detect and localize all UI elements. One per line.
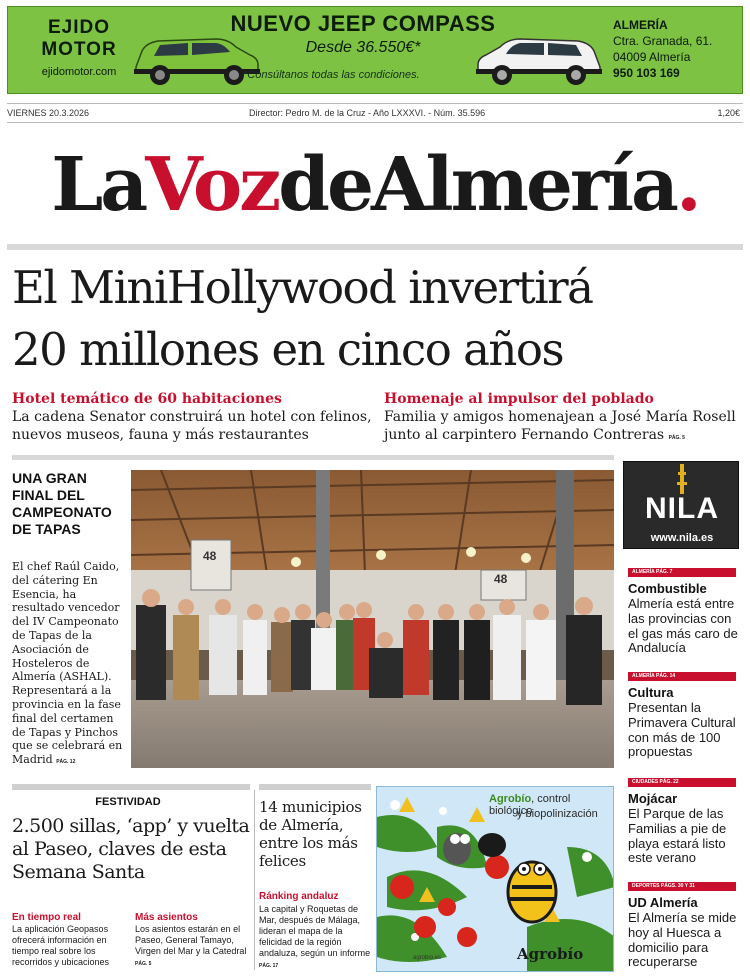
masthead-voz: Voz [145, 142, 279, 228]
bottom-kicker: En tiempo real [12, 912, 81, 923]
bottom-story-tiempo-real[interactable] [12, 912, 130, 968]
bottom-story-asientos[interactable] [135, 912, 250, 970]
masthead-dot: . [676, 142, 699, 228]
masthead-de: de [278, 142, 372, 228]
nila-logo: NILA [645, 492, 719, 525]
side-text: Presentan la Primavera Cultural con más de 100 propuestas [628, 700, 736, 760]
dealer-address-line2: 04009 Almería [613, 50, 691, 64]
festividad-label: FESTIVIDAD [95, 796, 161, 808]
jeep-advert[interactable] [7, 6, 743, 94]
side-text: El Almería se mide hoy al Huesca a domicilio para recuperarse [628, 910, 737, 970]
dealer-logo [24, 17, 134, 78]
column-divider [254, 790, 255, 970]
nila-web: www.nila.es [650, 532, 714, 544]
bottom-text-body: Los asientos estarán en el Paseo, General Tamayo, Virgen del Mar y la Catedral [135, 924, 247, 956]
dealer-web: ejidomotor.com [41, 66, 117, 78]
side-title: UD Almería [628, 895, 698, 910]
agrobio-logo: Agrobío [517, 945, 584, 963]
side-story-combustible[interactable] [628, 568, 740, 656]
subhead-hotel[interactable] [12, 390, 374, 444]
main-headline[interactable] [12, 257, 740, 381]
agrobio-advert[interactable] [376, 786, 614, 972]
side-tag: ALMERÍA PÁG. 14 [628, 672, 736, 681]
page-ref: PÁG. 5 [668, 435, 685, 441]
stall-label: 48 [494, 572, 508, 586]
page-ref: PÁG. 12 [56, 759, 76, 766]
page-ref: PÁG. 17 [259, 963, 279, 969]
main-headline-line2: 20 millones en cinco años [12, 323, 564, 376]
dealer-phone: 950 103 169 [613, 66, 680, 80]
subhead-kicker: Hotel temático de 60 habitaciones [12, 391, 282, 407]
municipios-headline[interactable]: 14 municipios de Almería, entre los más felices [259, 798, 362, 870]
stall-label: 48 [203, 549, 217, 563]
nila-advert[interactable] [623, 461, 739, 549]
subhead-kicker: Homenaje al impulsor del poblado [384, 391, 654, 407]
side-tag: ALMERÍA PÁG. 7 [628, 568, 736, 577]
side-tag: DEPORTES PÁGS. 30 Y 31 [628, 882, 736, 891]
ad-note: *Consúltanos todas las condiciones. [243, 69, 420, 81]
issue-price: 1,20€ [717, 108, 740, 118]
side-text: El Parque de las Familias a pie de playa estará listo este verano [628, 806, 727, 866]
tapas-body [12, 560, 127, 770]
side-title: Combustible [628, 581, 707, 596]
subhead-homenaje[interactable] [384, 390, 746, 447]
dealer-name-line1: EJIDO [47, 17, 111, 38]
issue-director: Director: Pedro M. de la Cruz - Año LXXXVI. - Núm. 35.596 [249, 108, 486, 118]
issue-date: VIERNES 20.3.2026 [7, 108, 90, 118]
section-divider [12, 784, 250, 790]
tapas-photo[interactable] [131, 470, 614, 768]
subhead-text [384, 408, 746, 447]
masthead-title [0, 130, 750, 240]
dealer-address-line1: Ctra. Granada, 61. [613, 34, 713, 48]
side-text: Almería está entre las provincias con el gas más caro de Andalucía [628, 596, 738, 656]
side-title: Mojácar [628, 791, 678, 806]
car-icon [473, 25, 608, 89]
page-ref: PÁG. 5 [135, 961, 152, 967]
municipios-text-body: La capital y Roquetas de Mar, después de Málaga, lideran el mapa de la felicidad de la región andaluza, según un informe [259, 904, 371, 958]
bottom-kicker: Más asientos [135, 912, 198, 923]
side-tag: CIUDADES PÁG. 22 [628, 778, 736, 787]
ad-headline: NUEVO JEEP COMPASS [230, 11, 496, 36]
side-title: Cultura [628, 685, 674, 700]
ad-price: Desde 36.550€* [305, 39, 421, 56]
dealer-name-line2: MOTOR [41, 39, 117, 60]
semana-santa-headline[interactable]: 2.500 sillas, ‘app’ y vuelta al Paseo, claves de esta Semana Santa [12, 815, 250, 883]
municipios-text [259, 904, 371, 972]
tower-icon [672, 464, 692, 494]
dealer-address [613, 17, 738, 81]
masthead[interactable] [0, 130, 750, 240]
side-story-ud-almeria[interactable] [628, 882, 740, 970]
agrobio-brand-rest: , control biológico [489, 793, 571, 817]
side-story-cultura[interactable] [628, 672, 740, 760]
masthead-almeria: Almería [371, 142, 677, 228]
section-divider [12, 455, 614, 460]
bottom-text [135, 924, 250, 970]
bottom-text: La aplicación Geopasos ofrecerá información en tiempo real sobre los recorridos y ubicaciones [12, 924, 110, 967]
main-headline-line1: El MiniHollywood invertirá [12, 261, 593, 314]
agrobio-web: agrobio.es [413, 955, 442, 961]
subhead-text: La cadena Senator construirá un hotel con felinos, nuevos museos, fauna y más restaurantes [12, 409, 372, 443]
municipios-kicker: Ránking andaluz [259, 891, 339, 902]
agrobio-tagline: y biopolinización [517, 808, 598, 820]
group-photo-image [131, 470, 614, 768]
dealer-city: ALMERÍA [613, 18, 668, 32]
issue-meta-bar [7, 103, 743, 123]
masthead-la: La [51, 142, 146, 228]
section-divider [259, 784, 371, 790]
agrobio-brand-name: Agrobío [489, 793, 532, 805]
section-divider [7, 244, 743, 250]
side-story-mojacar[interactable] [628, 778, 740, 866]
tapas-headline[interactable]: UNA GRAN FINAL DEL CAMPEONATO DE TAPAS [12, 470, 112, 537]
tapas-body-text: El chef Raúl Caido, del cátering En Esencia, ha resultado vencedor del IV Campeonato de Tapas de la Asociación de Hosteleros de Almería (ASHAL). Representará a la provincia en la fase final del certamen de Tapas y Pinchos que se celebrará en Madrid [12, 560, 123, 767]
subhead-text-body: Familia y amigos homenajean a José María Rosell junto al carpintero Fernando Contreras [384, 409, 736, 443]
